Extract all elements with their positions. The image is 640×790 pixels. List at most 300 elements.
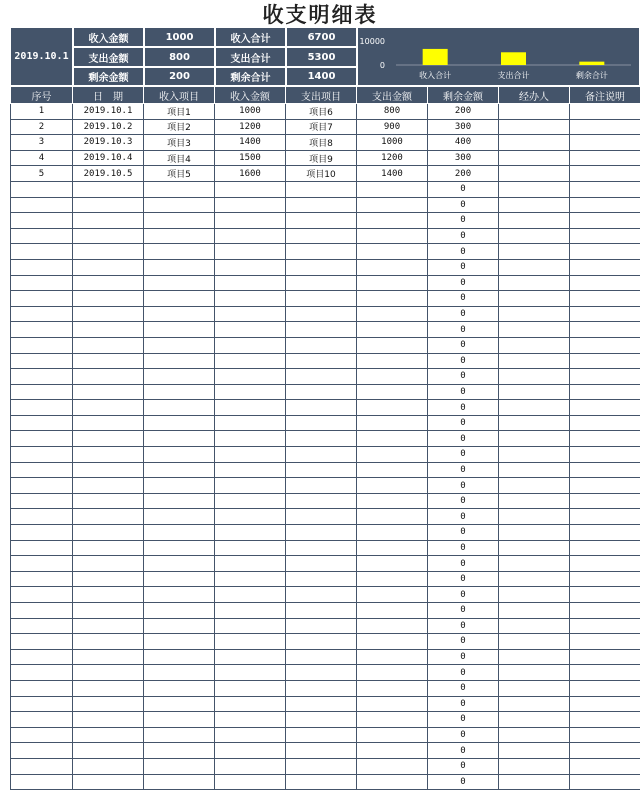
table-cell[interactable]: 800 bbox=[357, 104, 428, 120]
table-cell[interactable] bbox=[73, 696, 144, 712]
table-cell[interactable]: 5 bbox=[11, 166, 73, 182]
table-cell[interactable] bbox=[11, 680, 73, 696]
table-cell[interactable] bbox=[570, 447, 640, 463]
table-cell[interactable] bbox=[286, 509, 357, 525]
table-cell[interactable] bbox=[144, 353, 215, 369]
table-cell[interactable] bbox=[357, 634, 428, 650]
table-cell[interactable] bbox=[73, 649, 144, 665]
table-cell[interactable]: 0 bbox=[428, 525, 499, 541]
table-cell[interactable]: 0 bbox=[428, 462, 499, 478]
table-cell[interactable]: 2019.10.5 bbox=[73, 166, 144, 182]
table-cell[interactable] bbox=[499, 727, 570, 743]
table-cell[interactable] bbox=[499, 571, 570, 587]
table-cell[interactable] bbox=[286, 259, 357, 275]
table-cell[interactable]: 项目9 bbox=[286, 150, 357, 166]
table-cell[interactable] bbox=[73, 493, 144, 509]
table-cell[interactable] bbox=[499, 649, 570, 665]
table-cell[interactable] bbox=[215, 213, 286, 229]
table-cell[interactable]: 0 bbox=[428, 603, 499, 619]
table-cell[interactable]: 0 bbox=[428, 181, 499, 197]
table-cell[interactable] bbox=[215, 680, 286, 696]
table-cell[interactable] bbox=[357, 680, 428, 696]
table-cell[interactable] bbox=[11, 493, 73, 509]
table-cell[interactable] bbox=[73, 758, 144, 774]
table-cell[interactable] bbox=[286, 603, 357, 619]
table-cell[interactable] bbox=[144, 213, 215, 229]
table-cell[interactable] bbox=[11, 431, 73, 447]
table-cell[interactable]: 0 bbox=[428, 306, 499, 322]
table-cell[interactable] bbox=[215, 259, 286, 275]
table-cell[interactable]: 0 bbox=[428, 712, 499, 728]
table-cell[interactable] bbox=[144, 571, 215, 587]
table-cell[interactable]: 1200 bbox=[357, 150, 428, 166]
table-cell[interactable] bbox=[73, 431, 144, 447]
table-cell[interactable] bbox=[73, 603, 144, 619]
table-cell[interactable] bbox=[357, 213, 428, 229]
table-cell[interactable] bbox=[570, 462, 640, 478]
table-cell[interactable] bbox=[499, 181, 570, 197]
table-cell[interactable]: 300 bbox=[428, 150, 499, 166]
table-cell[interactable] bbox=[357, 400, 428, 416]
table-cell[interactable]: 0 bbox=[428, 213, 499, 229]
table-cell[interactable] bbox=[73, 540, 144, 556]
table-cell[interactable] bbox=[286, 447, 357, 463]
table-cell[interactable] bbox=[73, 306, 144, 322]
table-cell[interactable] bbox=[357, 228, 428, 244]
table-cell[interactable] bbox=[570, 696, 640, 712]
table-cell[interactable] bbox=[11, 322, 73, 338]
table-cell[interactable] bbox=[499, 758, 570, 774]
table-cell[interactable] bbox=[357, 259, 428, 275]
table-cell[interactable] bbox=[499, 135, 570, 151]
table-cell[interactable] bbox=[499, 415, 570, 431]
table-cell[interactable]: 0 bbox=[428, 493, 499, 509]
table-cell[interactable] bbox=[286, 275, 357, 291]
table-cell[interactable] bbox=[144, 680, 215, 696]
table-cell[interactable] bbox=[144, 431, 215, 447]
table-cell[interactable] bbox=[499, 119, 570, 135]
table-cell[interactable] bbox=[144, 462, 215, 478]
table-cell[interactable] bbox=[570, 634, 640, 650]
table-cell[interactable] bbox=[499, 540, 570, 556]
table-cell[interactable] bbox=[570, 119, 640, 135]
table-cell[interactable] bbox=[499, 104, 570, 120]
table-cell[interactable]: 1000 bbox=[357, 135, 428, 151]
table-cell[interactable] bbox=[286, 758, 357, 774]
table-cell[interactable] bbox=[215, 275, 286, 291]
table-cell[interactable] bbox=[499, 712, 570, 728]
table-cell[interactable] bbox=[215, 415, 286, 431]
table-cell[interactable] bbox=[73, 727, 144, 743]
table-cell[interactable] bbox=[73, 244, 144, 260]
table-cell[interactable] bbox=[286, 478, 357, 494]
table-cell[interactable] bbox=[570, 291, 640, 307]
table-cell[interactable] bbox=[215, 322, 286, 338]
table-cell[interactable] bbox=[570, 680, 640, 696]
table-cell[interactable] bbox=[499, 603, 570, 619]
table-cell[interactable] bbox=[286, 244, 357, 260]
table-cell[interactable] bbox=[499, 680, 570, 696]
table-cell[interactable] bbox=[73, 509, 144, 525]
table-cell[interactable] bbox=[11, 525, 73, 541]
table-cell[interactable]: 0 bbox=[428, 400, 499, 416]
table-cell[interactable]: 项目5 bbox=[144, 166, 215, 182]
table-cell[interactable] bbox=[11, 415, 73, 431]
table-cell[interactable] bbox=[11, 603, 73, 619]
table-cell[interactable]: 0 bbox=[428, 743, 499, 759]
table-cell[interactable] bbox=[215, 228, 286, 244]
table-cell[interactable] bbox=[357, 774, 428, 790]
table-cell[interactable] bbox=[357, 462, 428, 478]
table-cell[interactable] bbox=[144, 447, 215, 463]
table-cell[interactable] bbox=[215, 571, 286, 587]
table-cell[interactable] bbox=[215, 244, 286, 260]
table-cell[interactable] bbox=[286, 665, 357, 681]
table-cell[interactable] bbox=[499, 213, 570, 229]
table-cell[interactable] bbox=[73, 571, 144, 587]
table-cell[interactable] bbox=[215, 634, 286, 650]
table-cell[interactable]: 0 bbox=[428, 618, 499, 634]
table-cell[interactable] bbox=[215, 353, 286, 369]
table-cell[interactable] bbox=[570, 104, 640, 120]
table-cell[interactable] bbox=[73, 680, 144, 696]
table-cell[interactable] bbox=[499, 369, 570, 385]
table-cell[interactable] bbox=[286, 727, 357, 743]
table-cell[interactable] bbox=[11, 213, 73, 229]
table-cell[interactable] bbox=[144, 369, 215, 385]
table-cell[interactable] bbox=[215, 447, 286, 463]
table-cell[interactable] bbox=[215, 603, 286, 619]
table-cell[interactable] bbox=[286, 197, 357, 213]
table-cell[interactable] bbox=[357, 369, 428, 385]
table-cell[interactable] bbox=[357, 275, 428, 291]
table-cell[interactable] bbox=[357, 712, 428, 728]
table-cell[interactable] bbox=[215, 540, 286, 556]
table-cell[interactable] bbox=[73, 478, 144, 494]
table-cell[interactable] bbox=[570, 400, 640, 416]
table-cell[interactable] bbox=[570, 743, 640, 759]
table-cell[interactable] bbox=[286, 680, 357, 696]
table-cell[interactable] bbox=[73, 587, 144, 603]
table-cell[interactable] bbox=[11, 353, 73, 369]
table-cell[interactable] bbox=[73, 712, 144, 728]
table-cell[interactable] bbox=[215, 306, 286, 322]
table-cell[interactable] bbox=[144, 556, 215, 572]
table-cell[interactable] bbox=[286, 556, 357, 572]
table-cell[interactable]: 1200 bbox=[215, 119, 286, 135]
table-cell[interactable] bbox=[499, 665, 570, 681]
table-cell[interactable]: 0 bbox=[428, 259, 499, 275]
table-cell[interactable] bbox=[357, 556, 428, 572]
table-cell[interactable] bbox=[570, 259, 640, 275]
table-cell[interactable] bbox=[357, 244, 428, 260]
table-cell[interactable] bbox=[73, 337, 144, 353]
table-cell[interactable] bbox=[286, 525, 357, 541]
table-cell[interactable] bbox=[286, 213, 357, 229]
table-cell[interactable] bbox=[215, 291, 286, 307]
table-cell[interactable] bbox=[144, 603, 215, 619]
table-cell[interactable] bbox=[357, 540, 428, 556]
table-cell[interactable] bbox=[73, 228, 144, 244]
table-cell[interactable]: 项目4 bbox=[144, 150, 215, 166]
table-cell[interactable] bbox=[570, 197, 640, 213]
table-cell[interactable]: 200 bbox=[428, 166, 499, 182]
table-cell[interactable] bbox=[215, 525, 286, 541]
table-cell[interactable] bbox=[215, 431, 286, 447]
table-cell[interactable] bbox=[11, 743, 73, 759]
table-cell[interactable] bbox=[286, 291, 357, 307]
table-cell[interactable]: 0 bbox=[428, 337, 499, 353]
table-cell[interactable] bbox=[215, 758, 286, 774]
table-cell[interactable] bbox=[144, 587, 215, 603]
table-cell[interactable]: 2019.10.4 bbox=[73, 150, 144, 166]
table-cell[interactable] bbox=[11, 337, 73, 353]
table-cell[interactable] bbox=[499, 353, 570, 369]
table-cell[interactable] bbox=[499, 634, 570, 650]
table-cell[interactable] bbox=[570, 415, 640, 431]
table-cell[interactable]: 200 bbox=[428, 104, 499, 120]
table-cell[interactable] bbox=[11, 509, 73, 525]
table-cell[interactable] bbox=[499, 306, 570, 322]
table-cell[interactable] bbox=[570, 228, 640, 244]
table-cell[interactable] bbox=[286, 540, 357, 556]
table-cell[interactable] bbox=[286, 493, 357, 509]
table-cell[interactable] bbox=[499, 384, 570, 400]
table-cell[interactable]: 0 bbox=[428, 540, 499, 556]
table-cell[interactable] bbox=[499, 337, 570, 353]
table-cell[interactable] bbox=[357, 306, 428, 322]
table-cell[interactable] bbox=[286, 400, 357, 416]
table-cell[interactable] bbox=[499, 774, 570, 790]
table-cell[interactable] bbox=[570, 665, 640, 681]
table-cell[interactable] bbox=[357, 618, 428, 634]
table-cell[interactable] bbox=[499, 166, 570, 182]
table-cell[interactable] bbox=[499, 275, 570, 291]
table-cell[interactable] bbox=[144, 743, 215, 759]
table-cell[interactable] bbox=[357, 571, 428, 587]
table-cell[interactable] bbox=[286, 431, 357, 447]
table-cell[interactable] bbox=[73, 259, 144, 275]
table-cell[interactable] bbox=[570, 478, 640, 494]
table-cell[interactable]: 项目10 bbox=[286, 166, 357, 182]
table-cell[interactable] bbox=[144, 384, 215, 400]
table-cell[interactable] bbox=[570, 369, 640, 385]
table-cell[interactable] bbox=[215, 665, 286, 681]
table-cell[interactable] bbox=[144, 696, 215, 712]
table-cell[interactable] bbox=[570, 758, 640, 774]
table-cell[interactable] bbox=[144, 665, 215, 681]
table-cell[interactable] bbox=[499, 291, 570, 307]
table-cell[interactable]: 3 bbox=[11, 135, 73, 151]
table-cell[interactable] bbox=[144, 244, 215, 260]
table-cell[interactable] bbox=[11, 540, 73, 556]
table-cell[interactable] bbox=[11, 197, 73, 213]
table-cell[interactable] bbox=[570, 493, 640, 509]
table-cell[interactable] bbox=[499, 197, 570, 213]
table-cell[interactable] bbox=[144, 649, 215, 665]
table-cell[interactable] bbox=[570, 166, 640, 182]
table-cell[interactable] bbox=[73, 213, 144, 229]
table-cell[interactable] bbox=[215, 649, 286, 665]
table-cell[interactable]: 0 bbox=[428, 649, 499, 665]
table-cell[interactable] bbox=[286, 587, 357, 603]
table-cell[interactable]: 0 bbox=[428, 665, 499, 681]
table-cell[interactable]: 0 bbox=[428, 758, 499, 774]
table-cell[interactable] bbox=[357, 525, 428, 541]
table-cell[interactable] bbox=[570, 322, 640, 338]
table-cell[interactable] bbox=[144, 337, 215, 353]
table-cell[interactable] bbox=[570, 556, 640, 572]
table-cell[interactable] bbox=[73, 400, 144, 416]
table-cell[interactable] bbox=[286, 571, 357, 587]
table-cell[interactable] bbox=[73, 618, 144, 634]
table-cell[interactable] bbox=[357, 384, 428, 400]
table-cell[interactable] bbox=[286, 369, 357, 385]
table-cell[interactable] bbox=[73, 197, 144, 213]
table-cell[interactable] bbox=[73, 384, 144, 400]
table-cell[interactable] bbox=[357, 509, 428, 525]
table-cell[interactable] bbox=[357, 337, 428, 353]
table-cell[interactable] bbox=[570, 509, 640, 525]
table-cell[interactable] bbox=[570, 150, 640, 166]
table-cell[interactable] bbox=[499, 150, 570, 166]
table-cell[interactable] bbox=[11, 649, 73, 665]
table-cell[interactable] bbox=[144, 259, 215, 275]
table-cell[interactable] bbox=[357, 758, 428, 774]
table-cell[interactable] bbox=[570, 727, 640, 743]
table-cell[interactable] bbox=[11, 306, 73, 322]
table-cell[interactable] bbox=[357, 743, 428, 759]
table-cell[interactable] bbox=[499, 743, 570, 759]
table-cell[interactable]: 0 bbox=[428, 228, 499, 244]
table-cell[interactable] bbox=[286, 696, 357, 712]
table-cell[interactable] bbox=[11, 727, 73, 743]
table-cell[interactable]: 400 bbox=[428, 135, 499, 151]
table-cell[interactable] bbox=[11, 369, 73, 385]
table-cell[interactable]: 0 bbox=[428, 571, 499, 587]
table-cell[interactable]: 1000 bbox=[215, 104, 286, 120]
table-cell[interactable]: 1500 bbox=[215, 150, 286, 166]
table-cell[interactable] bbox=[215, 400, 286, 416]
table-cell[interactable] bbox=[215, 384, 286, 400]
table-cell[interactable]: 0 bbox=[428, 384, 499, 400]
table-cell[interactable]: 0 bbox=[428, 369, 499, 385]
table-cell[interactable]: 0 bbox=[428, 431, 499, 447]
table-cell[interactable] bbox=[73, 181, 144, 197]
table-cell[interactable] bbox=[286, 743, 357, 759]
table-cell[interactable] bbox=[357, 291, 428, 307]
table-cell[interactable] bbox=[215, 774, 286, 790]
table-cell[interactable] bbox=[11, 478, 73, 494]
table-cell[interactable] bbox=[73, 462, 144, 478]
table-cell[interactable] bbox=[11, 447, 73, 463]
table-cell[interactable] bbox=[570, 571, 640, 587]
table-cell[interactable] bbox=[286, 462, 357, 478]
table-cell[interactable] bbox=[357, 322, 428, 338]
table-cell[interactable] bbox=[357, 197, 428, 213]
table-cell[interactable] bbox=[215, 197, 286, 213]
table-cell[interactable] bbox=[215, 509, 286, 525]
table-cell[interactable] bbox=[570, 587, 640, 603]
table-cell[interactable] bbox=[286, 228, 357, 244]
table-cell[interactable] bbox=[11, 291, 73, 307]
table-cell[interactable] bbox=[286, 649, 357, 665]
table-cell[interactable] bbox=[11, 228, 73, 244]
table-cell[interactable]: 2019.10.3 bbox=[73, 135, 144, 151]
table-cell[interactable] bbox=[73, 322, 144, 338]
table-cell[interactable]: 0 bbox=[428, 696, 499, 712]
table-cell[interactable] bbox=[286, 353, 357, 369]
table-cell[interactable] bbox=[357, 603, 428, 619]
table-cell[interactable] bbox=[286, 181, 357, 197]
table-cell[interactable] bbox=[144, 540, 215, 556]
table-cell[interactable] bbox=[11, 634, 73, 650]
table-cell[interactable] bbox=[357, 587, 428, 603]
table-cell[interactable]: 300 bbox=[428, 119, 499, 135]
table-cell[interactable] bbox=[144, 306, 215, 322]
table-cell[interactable] bbox=[357, 665, 428, 681]
table-cell[interactable]: 项目2 bbox=[144, 119, 215, 135]
table-cell[interactable] bbox=[144, 774, 215, 790]
table-cell[interactable] bbox=[357, 493, 428, 509]
table-cell[interactable] bbox=[144, 634, 215, 650]
table-cell[interactable] bbox=[570, 213, 640, 229]
table-cell[interactable] bbox=[570, 618, 640, 634]
table-cell[interactable] bbox=[499, 244, 570, 260]
table-cell[interactable]: 0 bbox=[428, 509, 499, 525]
table-cell[interactable]: 0 bbox=[428, 774, 499, 790]
table-cell[interactable] bbox=[73, 525, 144, 541]
table-cell[interactable] bbox=[499, 322, 570, 338]
table-cell[interactable] bbox=[215, 181, 286, 197]
table-cell[interactable] bbox=[144, 415, 215, 431]
table-cell[interactable] bbox=[11, 618, 73, 634]
table-cell[interactable]: 0 bbox=[428, 634, 499, 650]
table-cell[interactable] bbox=[11, 181, 73, 197]
table-cell[interactable] bbox=[144, 400, 215, 416]
table-cell[interactable] bbox=[499, 447, 570, 463]
table-cell[interactable] bbox=[11, 384, 73, 400]
table-cell[interactable]: 0 bbox=[428, 197, 499, 213]
table-cell[interactable] bbox=[357, 353, 428, 369]
table-cell[interactable] bbox=[73, 665, 144, 681]
table-cell[interactable] bbox=[215, 556, 286, 572]
table-cell[interactable] bbox=[286, 634, 357, 650]
table-cell[interactable] bbox=[11, 571, 73, 587]
table-cell[interactable] bbox=[570, 603, 640, 619]
table-cell[interactable] bbox=[144, 322, 215, 338]
table-cell[interactable] bbox=[499, 228, 570, 244]
table-cell[interactable] bbox=[570, 306, 640, 322]
table-cell[interactable] bbox=[357, 696, 428, 712]
table-cell[interactable] bbox=[215, 618, 286, 634]
table-cell[interactable]: 4 bbox=[11, 150, 73, 166]
table-cell[interactable] bbox=[286, 306, 357, 322]
table-cell[interactable]: 0 bbox=[428, 680, 499, 696]
table-cell[interactable] bbox=[215, 369, 286, 385]
table-cell[interactable] bbox=[73, 415, 144, 431]
table-cell[interactable] bbox=[286, 322, 357, 338]
table-cell[interactable] bbox=[499, 431, 570, 447]
table-cell[interactable] bbox=[570, 384, 640, 400]
table-cell[interactable] bbox=[499, 462, 570, 478]
table-cell[interactable]: 1600 bbox=[215, 166, 286, 182]
table-cell[interactable] bbox=[286, 384, 357, 400]
table-cell[interactable] bbox=[570, 337, 640, 353]
table-cell[interactable] bbox=[73, 556, 144, 572]
table-cell[interactable]: 1400 bbox=[357, 166, 428, 182]
table-cell[interactable]: 900 bbox=[357, 119, 428, 135]
